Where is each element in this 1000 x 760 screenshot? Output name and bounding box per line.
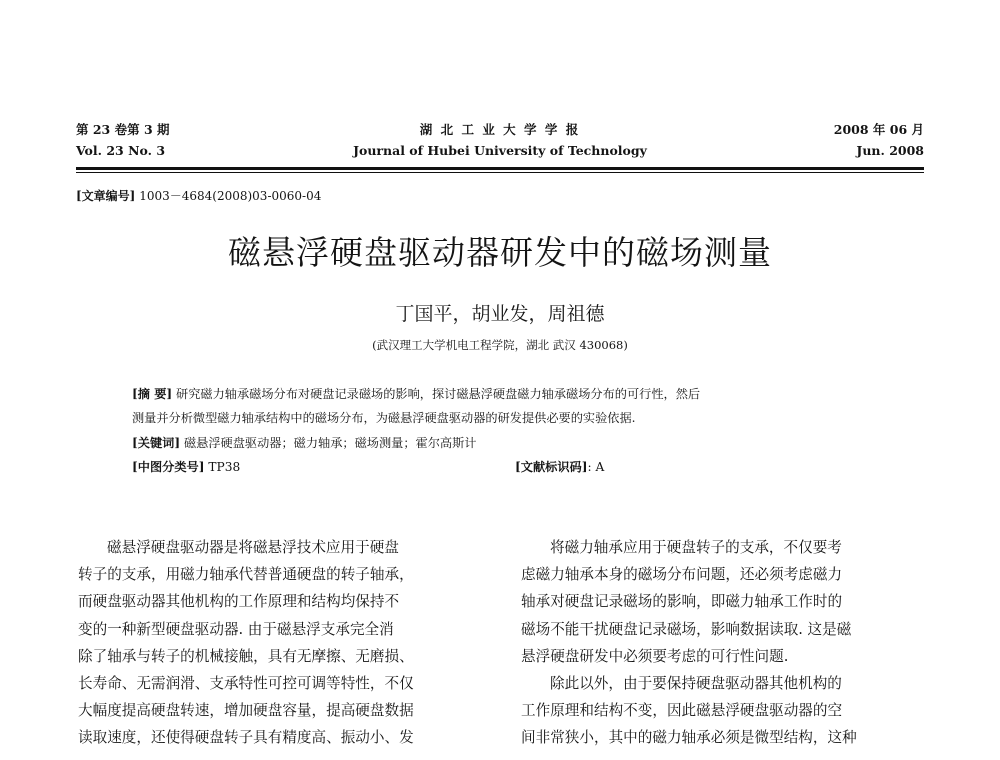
header-rule-thin: [76, 172, 924, 173]
body-line: 除了轴承与转子的机械接触，具有无摩擦、无磨损、: [78, 647, 414, 665]
document-code-line: [515, 459, 604, 476]
journal-name-cn: 湖 北 工 业 大 学 学 报: [419, 122, 581, 137]
abstract-line-2: [132, 410, 636, 427]
clc-label: [中图分类号]: [132, 460, 205, 474]
body-line: 间非常狭小，其中的磁力轴承必须是微型结构，这种: [521, 729, 857, 747]
keywords-text: 磁悬浮硬盘驱动器；磁力轴承；磁场测量；霍尔高斯计: [183, 436, 477, 450]
author-affiliation: (武汉理工大学机电工程学院，湖北 武汉 430068): [372, 338, 628, 352]
body-line: 将磁力轴承应用于硬盘转子的支承，不仅要考: [550, 539, 842, 556]
body-left-column: [78, 534, 480, 752]
paper-title: 磁悬浮硬盘驱动器研发中的磁场测量: [228, 233, 772, 272]
body-line: 变的一种新型硬盘驱动器. 由于磁悬浮支承完全消: [78, 620, 394, 638]
document-code-value: : A: [587, 460, 605, 474]
body-line: 磁场不能干扰硬盘记录磁场，影响数据读取. 这是磁: [521, 620, 852, 638]
keywords-label: [关键词]: [132, 436, 181, 450]
body-line: 转子的支承，用磁力轴承代替普通硬盘的转子轴承，: [78, 566, 414, 584]
abstract-text-2: 测量并分析微型磁力轴承结构中的磁场分布，为磁悬浮硬盘驱动器的研发提供必要的实验依据.: [132, 411, 636, 425]
body-line: 大幅度提高硬盘转速，增加硬盘容量，提高硬盘数据: [78, 702, 414, 720]
body-line: 工作原理和结构不变，因此磁悬浮硬盘驱动器的空: [521, 702, 843, 720]
body-right-column: [521, 534, 923, 752]
clc-value: TP38: [208, 460, 241, 474]
volume-issue-cn: 第 23 卷第 3 期: [76, 122, 170, 137]
abstract-text-1: 研究磁力轴承磁场分布对硬盘记录磁场的影响，探讨磁悬浮硬盘磁力轴承磁场分布的可行性，然后: [176, 387, 701, 401]
header-rule-thick: [76, 167, 924, 170]
article-number-label: [文章编号]: [76, 189, 136, 203]
classification-line: [132, 459, 240, 476]
body-line: 长寿命、无需润滑、支承特性可控可调等特性，不仅: [78, 675, 414, 693]
article-number-value: 1003－4684(2008)03-0060-04: [139, 189, 322, 203]
abstract-line-1: [132, 386, 700, 403]
body-line: 而硬盘驱动器其他机构的工作原理和结构均保持不: [78, 593, 400, 611]
body-line: 虑磁力轴承本身的磁场分布问题，还必须考虑磁力: [521, 566, 843, 584]
body-line: 磁悬浮硬盘驱动器是将磁悬浮技术应用于硬盘: [107, 539, 399, 556]
body-line: 读取速度，还使得硬盘转子具有精度高、振动小、发: [78, 729, 414, 747]
keywords-line: [132, 435, 476, 452]
volume-issue-en: Vol. 23 No. 3: [76, 143, 166, 158]
article-number: [76, 188, 321, 204]
issue-date-en: Jun. 2008: [856, 143, 924, 158]
journal-name-en: Journal of Hubei University of Technology: [353, 143, 647, 158]
body-line: 除此以外，由于要保持硬盘驱动器其他机构的: [550, 675, 842, 693]
issue-date-cn: 2008 年 06 月: [833, 122, 924, 137]
paper-authors: 丁国平，胡业发，周祖德: [395, 303, 605, 325]
body-line: 悬浮硬盘研发中必须要考虑的可行性问题.: [521, 647, 789, 665]
abstract-label: [摘 要]: [132, 387, 173, 401]
body-line: 轴承对硬盘记录磁场的影响，即磁力轴承工作时的: [521, 593, 843, 611]
document-code-label: [文献标识码]: [515, 460, 588, 474]
